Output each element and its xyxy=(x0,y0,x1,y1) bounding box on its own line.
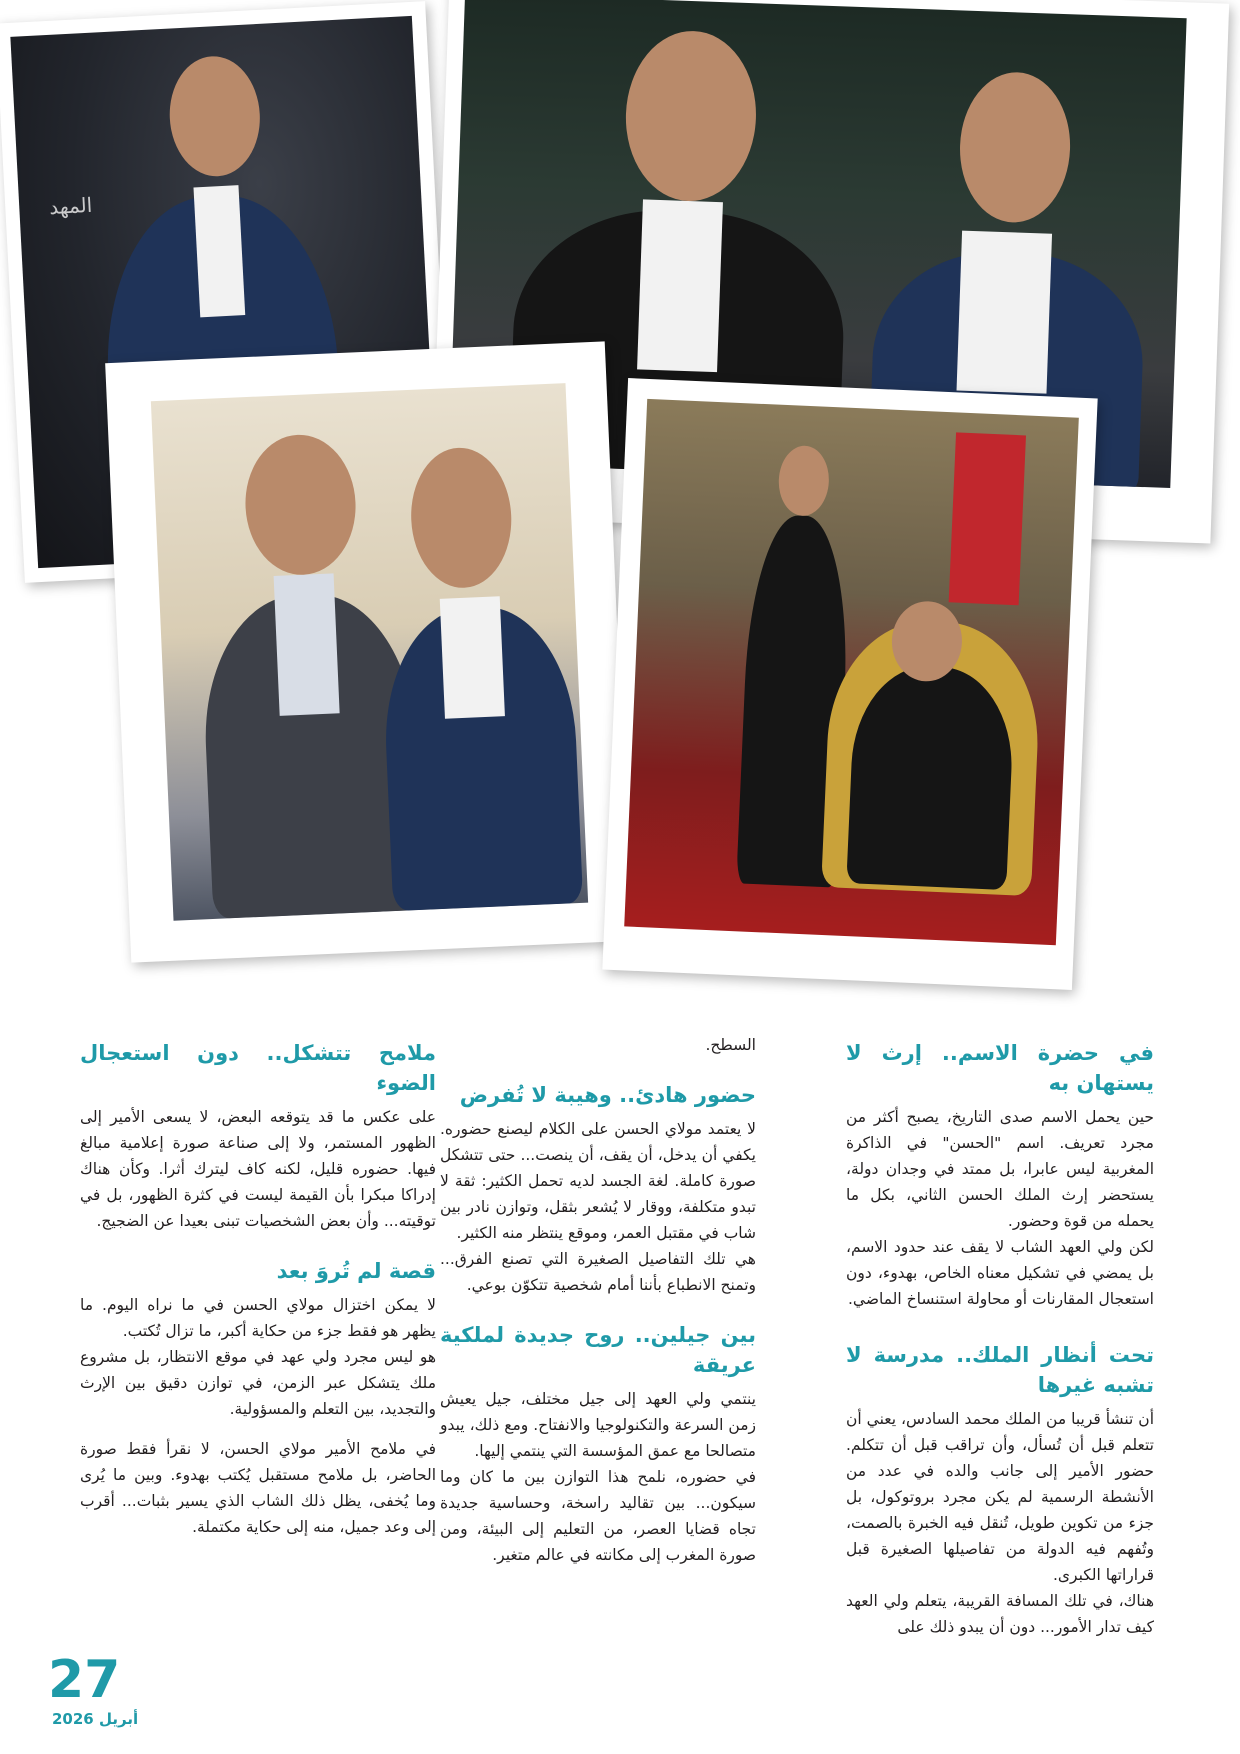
paragraph: السطح. xyxy=(705,1036,756,1054)
section-heading: قصة لم تُروَ بعد xyxy=(276,1259,436,1283)
section-heading: بين جيلين.. روح جديدة لملكية عريقة xyxy=(440,1323,756,1377)
section-heading: حضور هادئ.. وهيبة لا تُفرض xyxy=(459,1083,756,1107)
figure-prince-head xyxy=(957,71,1072,225)
paragraph: في ملامح الأمير مولاي الحسن، لا نقرأ فقط صورة الحاضر، بل ملامح مستقبل يُكتب بهدوء. وبين ما يُرى وما يُخفى، يظل ذلك الشاب الذي يسير بثبات... أقرب إلى وعد جميل، منه إلى حكاية مكتملة. xyxy=(80,1440,436,1536)
photo-throne xyxy=(602,378,1097,990)
moroccan-flag xyxy=(949,432,1026,605)
paragraph: أن تنشأ قريبا من الملك محمد السادس، يعني أن تتعلم قبل أن تُسأل، وأن تراقب قبل أن تتكلم. حضور الأمير إلى جانب والده في عدد من الأنشطة الرسمية لم يكن مجرد بروتوكول، بل جزء من تكوين طويل، تُنقل فيه الخبرة بالصمت، وتُفهم فيه الدولة من تفاصيلها الصغيرة قبل قراراتها الكبرى. xyxy=(846,1410,1154,1584)
paragraph: حين يحمل الاسم صدى التاريخ، يصبح أكثر من مجرد تعريف. اسم "الحسن" في الذاكرة المغربية ليس عابرا، بل ممتد في وجدان دولة، يستحضر إرث الملك الحسن الثاني، بكل ما يحمله من قوة وحضور. xyxy=(846,1108,1154,1230)
paragraph: هي تلك التفاصيل الصغيرة التي تصنع الفرق... وتمنح الانطباع بأننا أمام شخصية تتكوّن بوعي. xyxy=(440,1250,756,1294)
photo-throne-image xyxy=(624,399,1079,945)
section-heading: ملامح تتشكل.. دون استعجال الضوء xyxy=(80,1041,436,1095)
paragraph: على عكس ما قد يتوقعه البعض، لا يسعى الأمير إلى الظهور المستمر، ولا إلى صناعة صورة إعلامية مبالغ فيها. حضوره قليل، لكنه كاف ليترك أثرا. وكأن هناك إدراكا مبكرا بأن القيمة ليست في كثرة الظهور، بل في توقيته... وأن بعض الشخصيات تبنى بعيدا عن الضجيج. xyxy=(80,1108,436,1230)
paragraph: لا يعتمد مولاي الحسن على الكلام ليصنع حضوره. يكفي أن يدخل، أن يقف، أن ينصت... حتى تتشكل صورة كاملة. لغة الجسد لديه تحمل الكثير: ثقة لا تبدو متكلفة، ووقار لا يُشعر بثقل، وتوازن نادر بين شاب في مقتبل العمر، وموقع ينتظر منه الكثير. xyxy=(440,1120,756,1242)
figure-king-shirt xyxy=(274,573,340,715)
issue-date: أبريل 2026 xyxy=(52,1710,139,1728)
paragraph: هو ليس مجرد ولي عهد في موقع الانتظار، بل مشروع ملك يتشكل عبر الزمن، في توازن دقيق بين الإرث والتجديد، بين التعلم والمسؤولية. xyxy=(80,1348,436,1418)
figure-prince-head xyxy=(777,445,830,517)
figure-head xyxy=(167,54,263,179)
section-heading: في حضرة الاسم.. إرث لا يستهان به xyxy=(846,1041,1154,1095)
article-column-right xyxy=(846,1030,1154,1640)
figure-king-head xyxy=(243,432,359,577)
figure-prince-shirt xyxy=(440,596,505,719)
paragraph: هناك، في تلك المسافة القريبة، يتعلم ولي العهد كيف تدار الأمور... دون أن يبدو ذلك على xyxy=(846,1592,1154,1636)
photo-king-prince-indoor xyxy=(105,341,631,962)
article-column-left xyxy=(80,1030,436,1540)
figure-shirt xyxy=(193,185,245,317)
paragraph: لا يمكن اختزال مولاي الحسن في ما نراه اليوم. ما يظهر هو فقط جزء من حكاية أكبر، ما تزال تُكتب. xyxy=(80,1296,436,1340)
page-number: 27 xyxy=(48,1650,121,1710)
photo-king-prince-indoor-image xyxy=(151,383,588,921)
paragraph: في حضوره، نلمح هذا التوازن بين ما كان وما سيكون... بين تقاليد راسخة، وحساسية جديدة تجاه قضايا العصر، من التعليم إلى البيئة، ومن صورة المغرب إلى مكانته في عالم متغير. xyxy=(440,1468,756,1564)
figure-king-shirt xyxy=(637,199,723,372)
section-heading: تحت أنظار الملك.. مدرسة لا تشبه غيرها xyxy=(846,1343,1154,1397)
paragraph: ينتمي ولي العهد إلى جيل مختلف، جيل يعيش زمن السرعة والتكنولوجيا والانفتاح. ومع ذلك، يبدو متصالحا مع عمق المؤسسة التي ينتمي إليها. xyxy=(440,1390,756,1460)
figure-king-head xyxy=(623,29,759,203)
paragraph: لكن ولي العهد الشاب لا يقف عند حدود الاسم، بل يمضي في تشكيل معناه الخاص، بهدوء، دون استعجال المقارنات أو محاولة استنساخ الماضي. xyxy=(846,1238,1154,1308)
figure-prince-head xyxy=(408,446,514,590)
figure-prince-shirt xyxy=(957,231,1053,394)
photo-caption: المهد xyxy=(48,192,93,220)
article-column-middle xyxy=(440,1030,756,1568)
